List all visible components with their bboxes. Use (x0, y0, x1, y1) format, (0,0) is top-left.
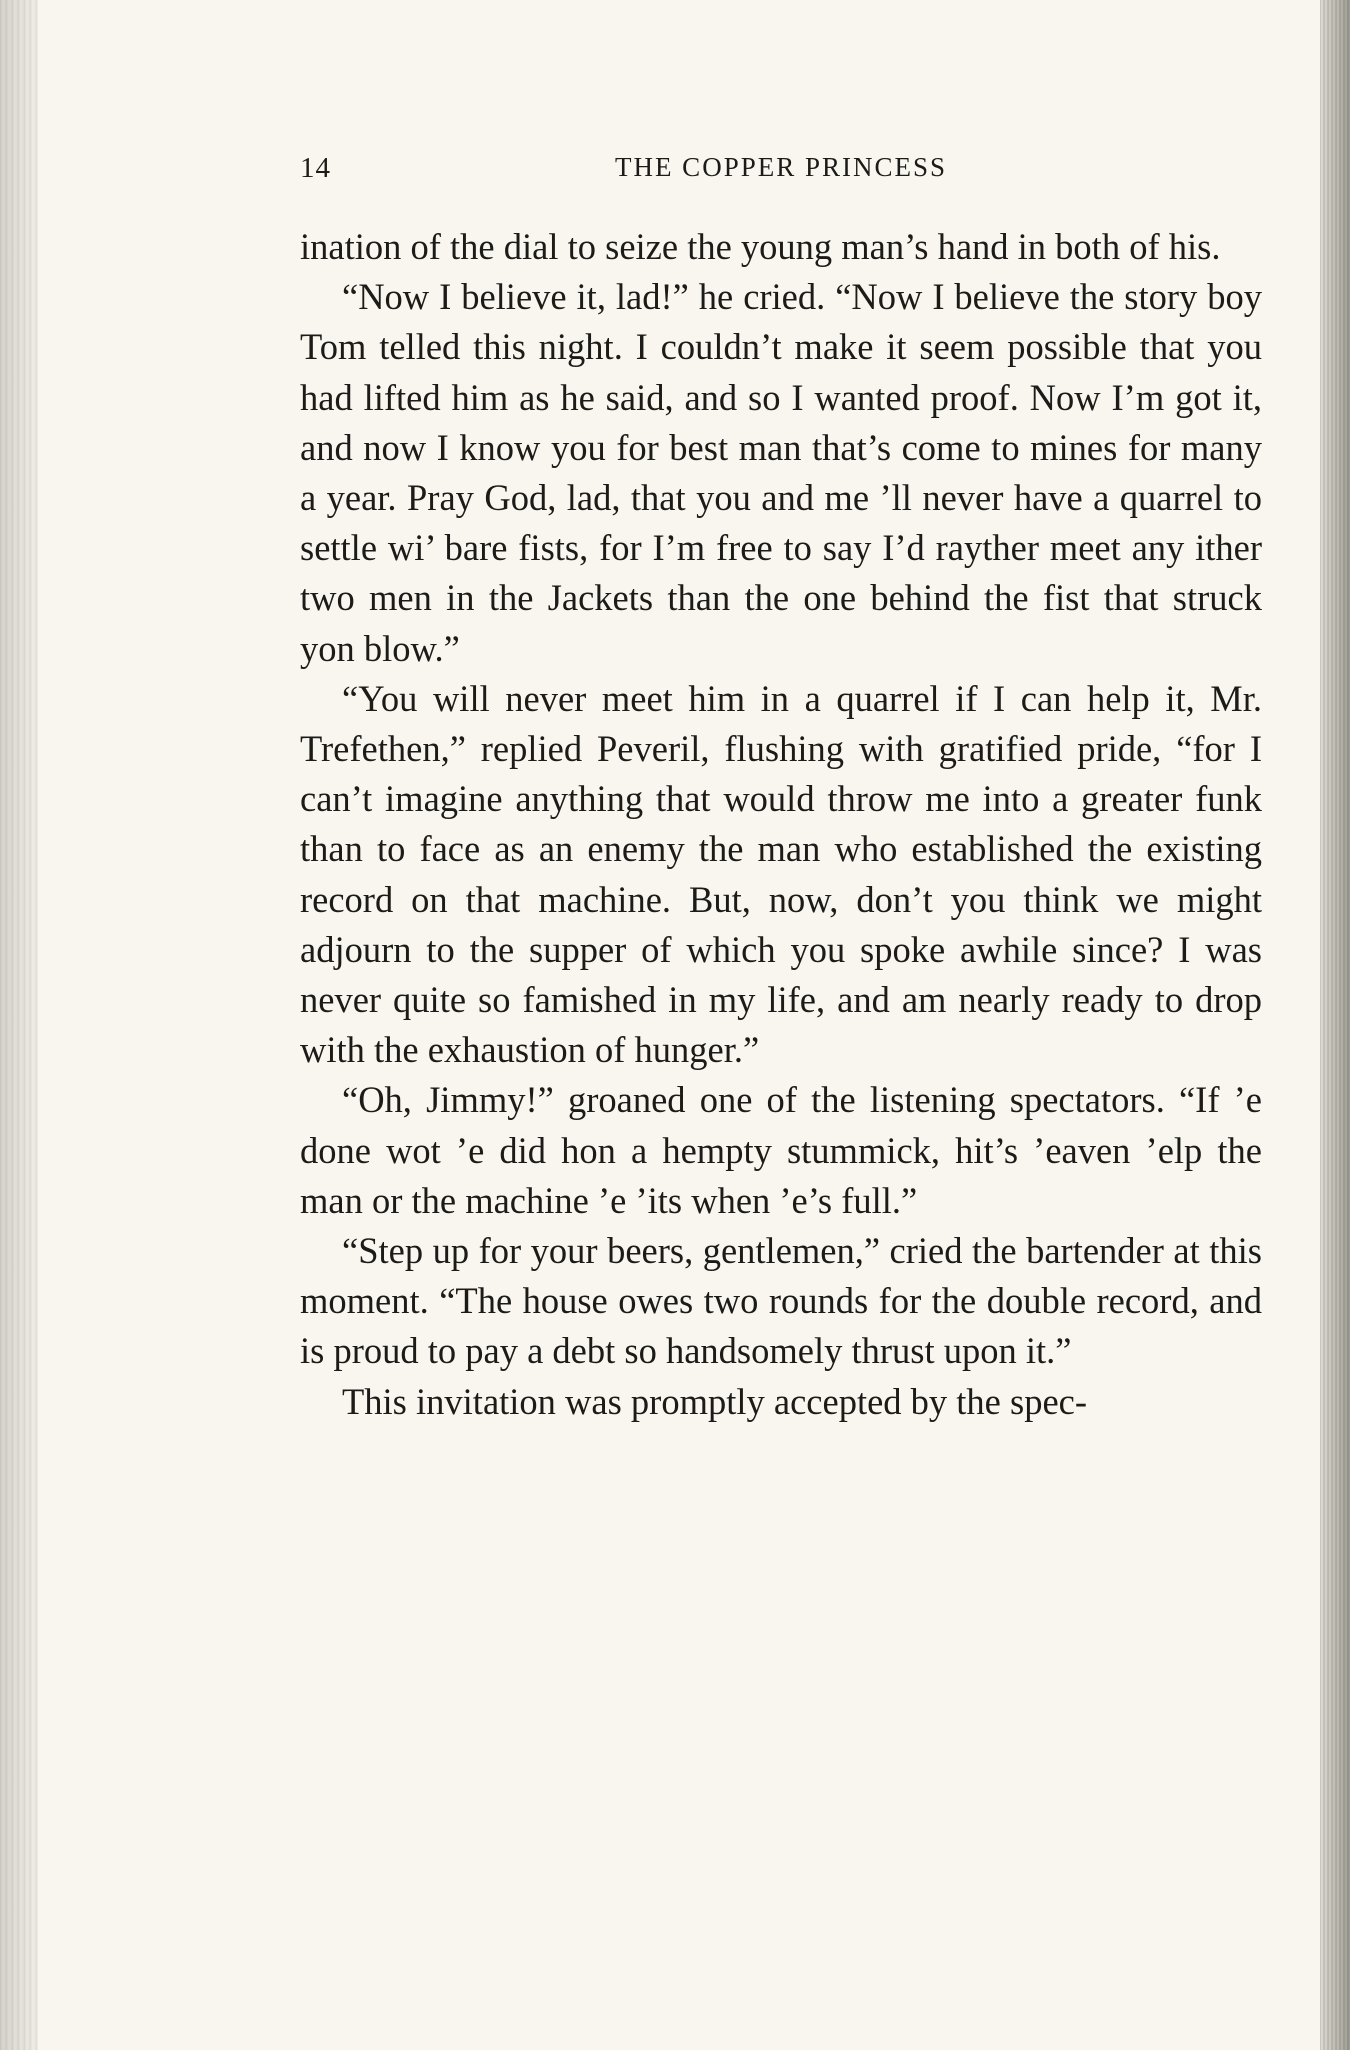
paragraph-3: “You will never meet him in a quarrel if I can help it, Mr. Trefethen,” replied Peveril, flushing with gratified pride, “for I can’t imagine anything that would throw me into a greater funk than to face as an enemy the man who established the existing record on that machine. But, now, don’t you think we might adjourn to the supper of which you spoke awhile since? I was never quite so famished in my life, and am nearly ready to drop with the exhaustion of hunger.” (300, 677, 1262, 1071)
binding-gutter (0, 0, 38, 2050)
paragraph-1: ination of the dial to seize the young man’s hand in both of his. (300, 226, 1221, 267)
page-number: 14 (300, 152, 331, 184)
page-edge (1320, 0, 1350, 2050)
body-text (300, 222, 1262, 1427)
paragraph-6: This invitation was promptly accepted by the spec- (342, 1380, 1088, 1422)
paragraph-4: “Oh, Jimmy!” groaned one of the listening spectators. “If ’e done wot ’e did hon a hempty stummick, hit’s ’eaven ’elp the man or the machine ’e ’its when ’e’s full.” (300, 1079, 1262, 1221)
paragraph-2: “Now I believe it, lad!” he cried. “Now I believe the story boy Tom telled this night. I couldn’t make it seem possible that you had lifted him as he said, and so I wanted proof. Now I’m got it, and now I know you for best man that’s come to mines for many a year. Pray God, lad, that you and me ’ll never have a quarrel to settle wi’ bare fists, for I’m free to say I’d rayther meet any ither two men in the Jackets than the one behind the fist that struck yon blow.” (300, 276, 1262, 669)
paragraph-5: “Step up for your beers, gentlemen,” cried the bartender at this moment. “The house owes two rounds for the double record, and is proud to pay a debt so handsomely thrust upon it.” (300, 1230, 1262, 1372)
page-header (300, 152, 1262, 192)
running-title: THE COPPER PRINCESS (614, 152, 948, 182)
